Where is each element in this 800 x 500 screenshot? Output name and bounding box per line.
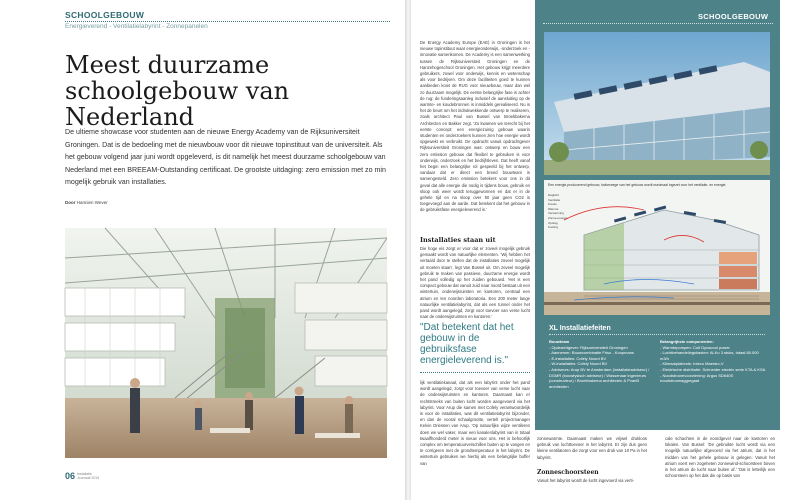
facts-left-item: - E-installaties: Cofely Noord BV (549, 355, 607, 361)
headline-line-1: Meest duurzame (65, 51, 270, 79)
section-subtitle: Energieverend - Ventilatielabyrint - Zonnepanelen (65, 23, 208, 30)
left-page (47, 0, 407, 500)
byline (65, 200, 108, 205)
page-number: 06 (65, 471, 76, 481)
right-bottom-column-1b: Vanuit het labyrint wordt de lucht ingevoerd via verti- (537, 478, 634, 483)
section-tag: SCHOOLGEBOUW (65, 10, 145, 20)
legend-item: Koude (548, 202, 557, 207)
facts-left-item: - Opdrachtgever: Rijksuniversiteit Groningen (549, 344, 628, 350)
page-meta-line-1: Installatie (77, 472, 92, 476)
legend-item: Daglicht (548, 193, 559, 197)
text-column-bottom: lijk ventilatiekanaal, dat als een labyrint onder het pand wordt aangelegd, zorgt voor toevoer van verse lucht naar de onderwijsruimten en kantoren. Daarnaast kan er rechtstreeks van buiten lucht worden aangevoerd via het labyrint. Voor Arup die samen met Cofely verantwoordelijk is voor de installaties, was dit ventilatielabyrint bijzonder, en dan de vooral schaalgrootte, vertelt projectmanager Kelvin Driessen van Arup. 'Op natuurlijke wijze ventileren doen we wel vaker, maar een kanalenlabyrint van in totaal twaalfhonderd meter is nieuw voor ons. Het is behoorlijk complex om temperatuurverschillen buiten op te vangen en te corrigeren met de grondtemperatuur in het labyrint. De wintertuin gebruiken we hierbij als een belangrijke buffer van (420, 380, 530, 466)
legend-item: Zonne-energie (548, 215, 568, 220)
facts-right-item: - Klimaatplafonds: Inteco Maestro-V (660, 361, 724, 367)
text-column-top: De Energy Academy Europe (EAE) in Groningen is het nieuwe topinstituut waar energieonderwijs, -onderzoek en -innovatie samenkomen. De Academy is een samenwerking tussen de Rijksuniversiteit Groningen en de Hanzehogeschool Groningen. Het gebouw krijgt meerdere gebruikers, zowel voor onderwijs, kennis en wetenschap als voor bedrijven. Om deze faciliteiten goed te kunnen aanbieden koos de RUG voor nieuwbouw, maar dan wel zo duurzaam mogelijk. De eerste belangrijke fase is achter de rug: de funderingsaanleg inclusief de aansluiting op de warmte- en koudebronnen is inmiddels gerealiseerd. Nu is het de beurt om het indrukwekkende ontwerp te realiseren, zoals architect Paul van Bussel van Broekbakema Architecten en Bakker zegt. 'Zo kwamen we terecht bij het eerste concept: een energiezuinig gebouw waarin studenten en onderzoekers kunnen zien hoe energie wordt opgewekt en verbruikt. De opdracht vanuit opdrachtgever Rijksuniversiteit Groningen was: ontwerp en bouw een zero emission gebouw dat flexibel te gebruiken is voor onderwijs, onderzoek en het bedrijfsleven. Dat heeft vanaf het begin een belangrijke rol gespeeld bij het ontwerp, vandaar dat er direct een breed bouwteam is samengesteld. Zero emission betekent voor ons in dit geval dat alle energie die nodig is tijdens bouw, gebruik en sloop ook weer wordt teruggewonnen en dat er in de gehele tijd en na sloop over 50 jaar geen CO2 is toegevoegd aan de aarde. Dat betekent dat het gebouw in de gebruiksfase energieleverend is.' (420, 40, 530, 213)
text-column-mid: Die hoge eis zorgt er voor dat er zoveel mogelijk gebruik gemaakt wordt van natuurlijke elementen. 'Wij hebben het vertaald door te stellen dat de installaties zoveel mogelijk uit moeten staan', legt Van Bussel uit. Om zoveel mogelijk gebruik te maken van passieve, duurzame energie wordt het pand volledig op het zuiden gebouwd. 'Het is een compact gebouw dat vanuit zuid naar noord bestaat uit een wintertuin, onderwijsruimten en kantoren, centraal een atrium en ten noorden laboratoria. Een 200 meter lange natuurlijke ventilatielabyrint, dat als een tunnel onder het pand wordt aangelegd, zorgt voor toevoer van verse lucht naar de onderwijsruimten en kantoren.' (420, 246, 530, 320)
section-rule (65, 21, 390, 22)
article-headline (65, 52, 385, 130)
legend-item: Opslag (548, 220, 558, 225)
facts-right-item: - Warmtepompen: Coit Dynacool power (660, 344, 730, 350)
facts-right-item: - Noodstroomvoorziening: Argus SD640S noodstroomaggregaat (660, 372, 734, 384)
section-drawing (544, 180, 770, 315)
atrium-illustration (65, 228, 387, 458)
facts-right-heading: Belangrijkste componenten: (660, 339, 714, 344)
facts-right-item: - Elektrische distributie: Schneider electric serie KTA & KSA (660, 366, 766, 372)
byline-author: Hannien Wever (76, 200, 108, 205)
right-bottom-column-2: cale schachten in de noordgevel naar de kantoren en lokalen. Van Bussel: 'De gebruikte lucht wordt via een mogelijk natuurlijke afgevoerd via het atrium, dat in het midden van het gehele gebouw is gelegen. Vanuit het atrium voert een zogeheten zonnewind-schoorsteen boven in het atrium de lucht naar buiten af.' 'Dat is letterlijk een schoorsteen op het dak die op basis van (665, 436, 775, 479)
installation-facts-box (544, 322, 770, 422)
diagram-caption: Een energie-producerend gebouw, halverwege van het gebouw wordt maximaal ingezet voor het ventilatie- en energie. (548, 183, 727, 187)
legend-item: Koeling (548, 225, 559, 230)
legend-item: Ventilatie (548, 197, 561, 202)
right-page (408, 0, 780, 500)
legend-item: Verwarming (548, 211, 564, 216)
byline-prefix: Door (65, 200, 76, 205)
atrium-photo (65, 228, 387, 458)
page-meta-line-2: Journaal 2015 (77, 476, 100, 480)
facts-left-column (549, 339, 653, 389)
article-lede: De ultieme showcase voor studenten aan de nieuwe Energy Academy van de Rijksuniversiteit Groningen. Dat is de bedoeling met de nieuwbouw voor dit nieuwe topinstituut van de universiteit. Als het gebouw volgend jaar juni wordt opgeleverd, is dit namelijk het meest duurzame schoolgebouw van Nederland met een BREEAM-Outstanding certificaat. De grootste uitdaging: zero emission met zo min mogelijk gebruik van installaties. (65, 128, 386, 187)
facts-right-column (660, 339, 766, 384)
legend-item: Warmte (548, 206, 559, 211)
facts-rule (549, 334, 765, 335)
subheading-zonneschoorsteen: Zonneschoorsteen (537, 469, 599, 476)
page-meta (77, 472, 99, 480)
facts-left-item: - Adviseurs: Arup BV te Amsterdam (installatieadviseur) / DGMR (bouwfysisch adviseur) / Wassenaar ingenieurs (constructeur) / Broekbakema architecten & PvanB architecten (549, 366, 650, 389)
building-exterior-illustration (544, 32, 770, 175)
right-bottom-column-1: zonnewarmte. Daarnaast maken we vrijwel drukloos gebruik van luchttoevoer in het labyrint. Er zijn dus geen kleine ventilatoren die zorgt voor een druk van 10 Pa in het labyrint. (537, 436, 647, 460)
facts-left-item: - W-installaties: Cofely Noord BV (549, 361, 608, 367)
energy-diagram (544, 180, 770, 315)
facts-title: XL Installatiefeiten (549, 325, 611, 332)
facts-left-heading: Bouwteam (549, 339, 570, 344)
pull-quote: "Dat betekent dat het gebouw in de gebruiksfase energieleverend is." (420, 322, 514, 366)
facts-left-item: - Aannemer: Bouwcombinatie Friso - Koopmans (549, 350, 634, 356)
right-section-tag: SCHOOLGEBOUW (698, 12, 769, 21)
subheading-installaties: Installaties staan uit (420, 236, 496, 244)
headline-line-2: schoolgebouw van Nederland (65, 77, 290, 131)
building-exterior-photo (544, 32, 770, 175)
facts-right-item: - Luchtbehandelingskasten: Al-Ko 3 stuks, totaal 80.000 m3/h (660, 350, 759, 361)
right-section-rule (543, 23, 773, 24)
